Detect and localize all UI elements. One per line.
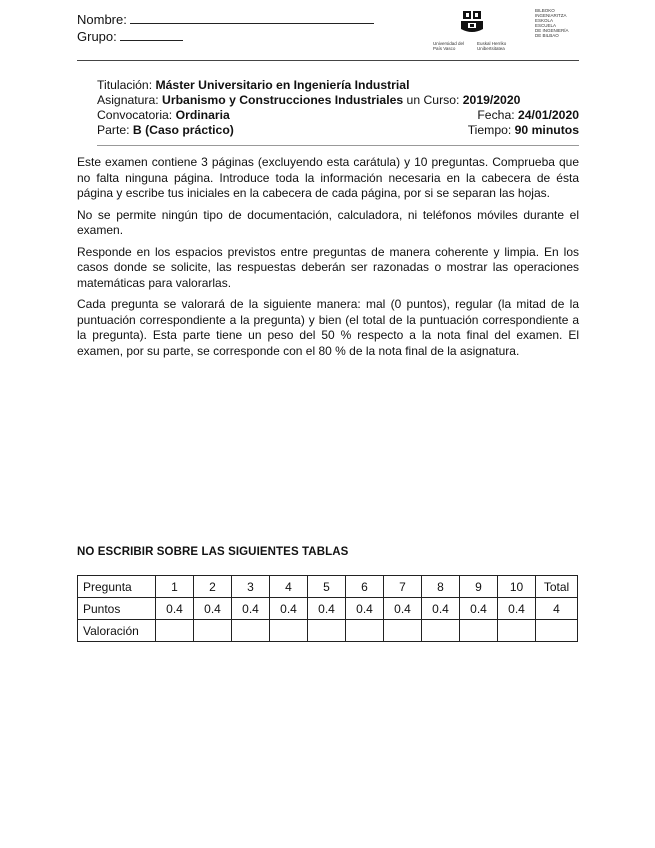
exam-info (97, 78, 579, 138)
grade-cell[interactable] (270, 620, 308, 642)
grade-table (77, 575, 578, 642)
grade-cell[interactable] (156, 620, 194, 642)
time-label: Tiempo: (467, 123, 512, 137)
grade-cell[interactable] (422, 620, 460, 642)
group-field-row (77, 29, 183, 44)
points-cell: 0.4 (308, 598, 346, 620)
school-logo-line: DE BILBAO (535, 33, 559, 38)
degree-label: Titulación: (97, 78, 153, 92)
points-cell: 0.4 (156, 598, 194, 620)
question-number: 7 (384, 576, 422, 598)
question-number: 6 (346, 576, 384, 598)
question-row (78, 576, 578, 598)
subject-value: Urbanismo y Construcciones Industriales (162, 93, 404, 107)
school-logo-line: ESKOLA (535, 18, 554, 23)
total-points-cell: 4 (536, 598, 578, 620)
row-label-grade: Valoración (78, 620, 156, 642)
school-logo (535, 8, 579, 46)
degree-row (97, 78, 579, 93)
points-cell: 0.4 (422, 598, 460, 620)
grade-cell[interactable] (460, 620, 498, 642)
date-value: 24/01/2020 (518, 108, 579, 122)
school-logo-line: BILBOKO (535, 8, 555, 13)
instruction-paragraph: Responde en los espacios previstos entre preguntas de manera coherente y limpia. En los casos donde se solicite, las respuestas deberán ser razonadas o mostrar las operaciones matemáticas para valorarlas. (77, 244, 579, 290)
header-divider (77, 60, 579, 61)
date-label: Fecha: (477, 108, 515, 122)
name-input-line[interactable] (130, 22, 374, 24)
school-logo-line: ESCUELA (535, 23, 557, 28)
info-divider (97, 145, 579, 146)
question-number: 4 (270, 576, 308, 598)
subject-label: Asignatura: (97, 93, 159, 107)
grade-cell[interactable] (308, 620, 346, 642)
degree-value: Máster Universitario en Ingeniería Industrial (155, 78, 410, 92)
call-label: Convocatoria: (97, 108, 173, 122)
instruction-paragraph: Este examen contiene 3 páginas (excluyendo esta carátula) y 10 preguntas. Comprueba que no falta ninguna página. Introduce toda la información necesaria en la cabecera de ésta página y escribe tus iniciales en la cabecera de cada página, por si se separan las hojas. (77, 155, 579, 200)
part-label: Parte: (97, 123, 130, 137)
instructions (77, 155, 579, 365)
question-number: 3 (232, 576, 270, 598)
name-label: Nombre: (77, 12, 127, 27)
group-input-line[interactable] (120, 39, 183, 41)
course-value: 2019/2020 (462, 93, 521, 107)
points-cell: 0.4 (232, 598, 270, 620)
points-cell: 0.4 (194, 598, 232, 620)
points-cell: 0.4 (460, 598, 498, 620)
total-header: Total (536, 576, 578, 598)
question-number: 1 (156, 576, 194, 598)
table-warning: NO ESCRIBIR SOBRE LAS SIGUIENTES TABLAS (77, 546, 349, 558)
logo-text-es: Universidad del País Vasco (433, 41, 465, 51)
subject-row (97, 93, 579, 108)
total-grade-cell[interactable] (536, 620, 578, 642)
points-cell: 0.4 (498, 598, 536, 620)
grade-cell[interactable] (384, 620, 422, 642)
question-number: 10 (498, 576, 536, 598)
points-cell: 0.4 (384, 598, 422, 620)
points-cell: 0.4 (270, 598, 308, 620)
school-logo-line: DE INGENIERÍA (535, 28, 569, 33)
instruction-paragraph: No se permite ningún tipo de documentación, calculadora, ni teléfonos móviles durante el examen. (77, 207, 579, 237)
call-row (97, 108, 579, 123)
instruction-paragraph: Cada pregunta se valorará de la siguiente manera: mal (0 puntos), regular (la mitad de la puntuación correspondiente a la pregunta) y bien (el total de la puntuación correspondiente a la pregunta). Esta parte tiene un peso del 50 % respecto a la nota final del examen. El examen, por su parte, se corresponde con el 80 % de la nota final de la asignatura. (77, 297, 579, 358)
call-value: Ordinaria (175, 108, 230, 122)
question-number: 2 (194, 576, 232, 598)
row-label-question: Pregunta (78, 576, 156, 598)
grade-cell[interactable] (498, 620, 536, 642)
question-number: 8 (422, 576, 460, 598)
row-label-points: Puntos (78, 598, 156, 620)
school-logo-line: INGENIARITZA (535, 13, 567, 18)
grade-cell[interactable] (194, 620, 232, 642)
question-number: 9 (460, 576, 498, 598)
grade-row (78, 620, 578, 642)
part-row (97, 123, 579, 138)
points-cell: 0.4 (346, 598, 384, 620)
course-label: un Curso: (406, 93, 460, 107)
question-number: 5 (308, 576, 346, 598)
university-logo (433, 9, 511, 51)
time-value: 90 minutos (514, 123, 579, 137)
university-emblem-icon (433, 9, 511, 35)
grade-cell[interactable] (232, 620, 270, 642)
group-label: Grupo: (77, 29, 117, 44)
part-value: B (Caso práctico) (132, 123, 234, 137)
grade-cell[interactable] (346, 620, 384, 642)
logo-text-eu: Euskal Herriko Unibertsitatea (477, 41, 507, 51)
points-row (78, 598, 578, 620)
name-field-row (77, 12, 374, 27)
